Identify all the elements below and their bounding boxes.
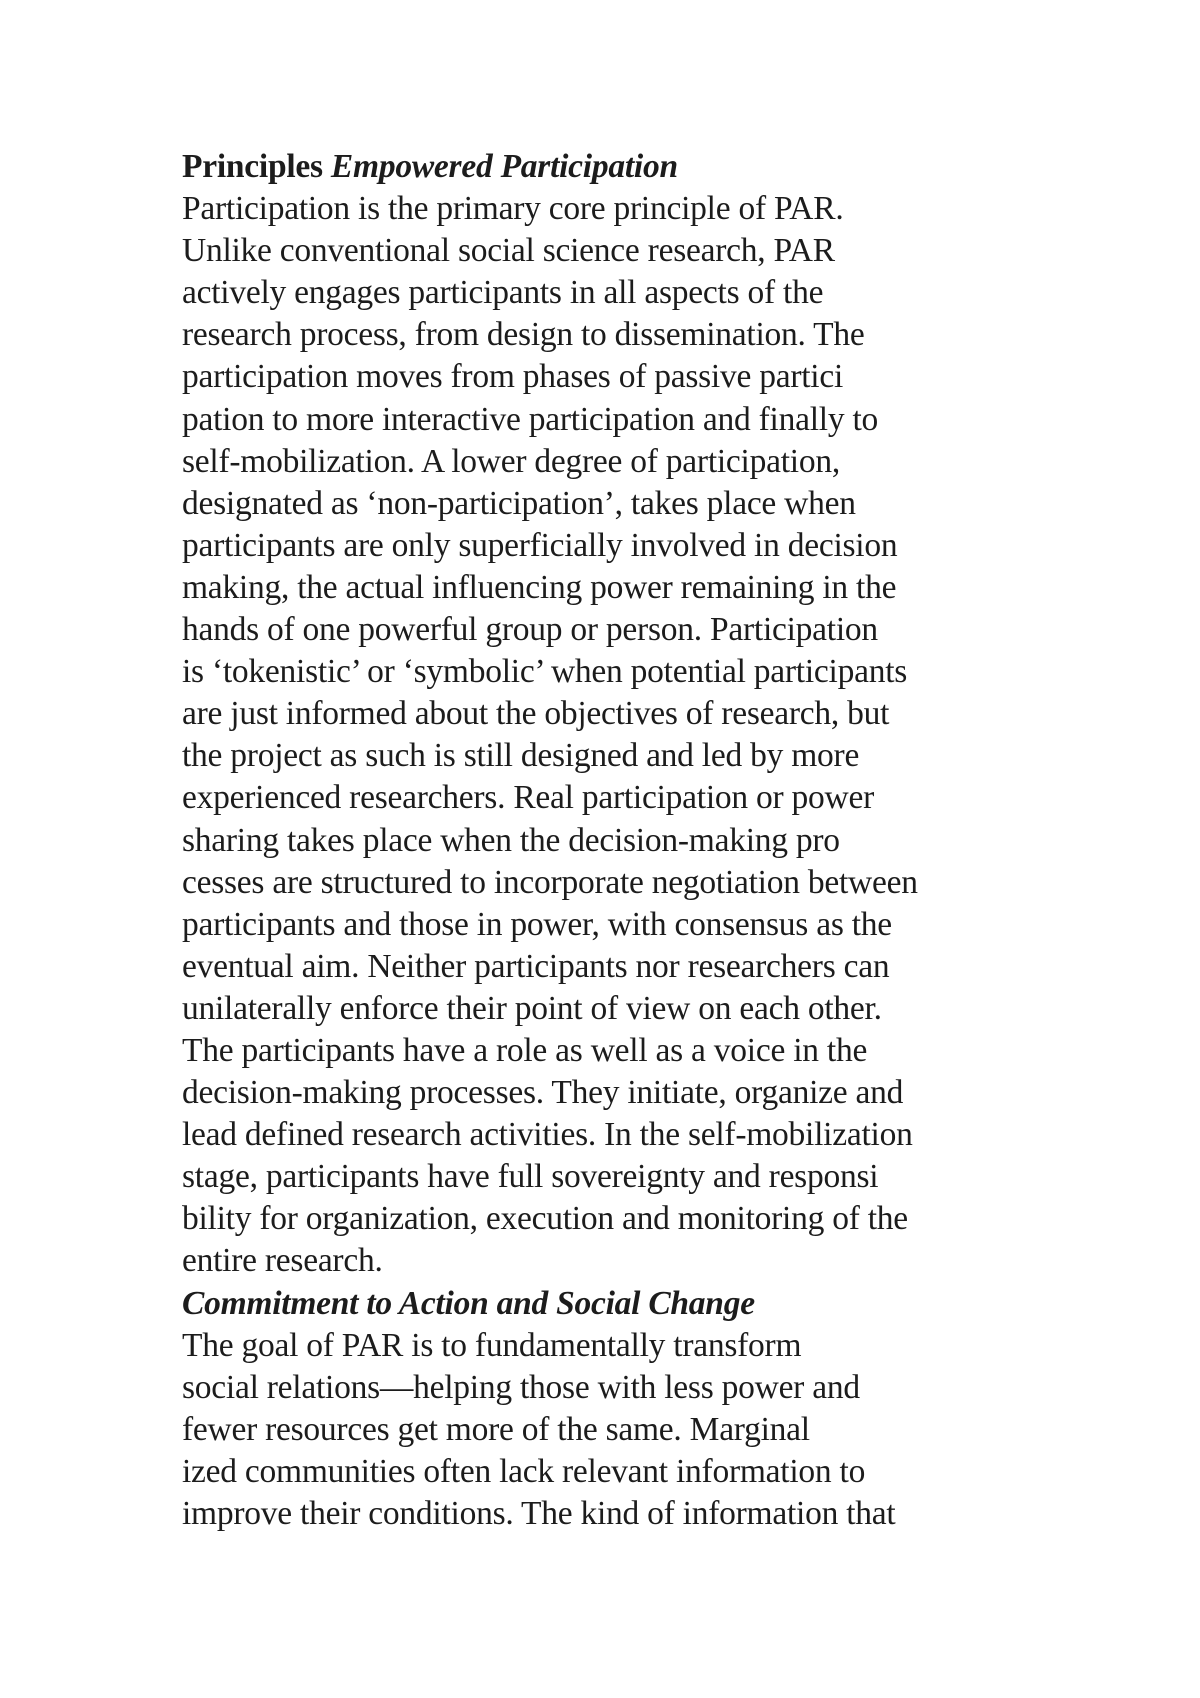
paragraph-line: hands of one powerful group or person. Participation xyxy=(182,611,878,649)
paragraph-line: participants and those in power, with consensus as the xyxy=(182,905,892,943)
paragraph-line: are just informed about the objectives of research, but xyxy=(182,695,890,733)
paragraph-line: decision-making processes. They initiate, organize and xyxy=(182,1074,904,1112)
paragraph-line: ized communities often lack relevant information to xyxy=(182,1452,866,1490)
heading-empowered-participation: Empowered Participation xyxy=(330,148,678,185)
paragraph-line: cesses are structured to incorporate negotiation between xyxy=(182,863,918,901)
paragraph-line: lead defined research activities. In the self-mobilization xyxy=(182,1116,913,1154)
paragraph-line: social relations—helping those with less power and xyxy=(182,1368,860,1406)
section-heading-principles xyxy=(182,146,1082,188)
paragraph-line: the project as such is still designed and led by more xyxy=(182,737,860,775)
paragraph-line: sharing takes place when the decision-making pro xyxy=(182,821,840,859)
paragraph-line: experienced researchers. Real participation or power xyxy=(182,779,875,817)
paragraph-line: improve their conditions. The kind of information that xyxy=(182,1495,896,1532)
paragraph-line: participation moves from phases of passive partici xyxy=(182,358,844,396)
paragraph-line: actively engages participants in all aspects of the xyxy=(182,274,824,312)
paragraph-line: research process, from design to dissemination. The xyxy=(182,316,865,354)
paragraph-line: fewer resources get more of the same. Marginal xyxy=(182,1410,810,1448)
paragraph-line: stage, participants have full sovereignty and responsi xyxy=(182,1158,879,1196)
paragraph-line: unilaterally enforce their point of view on each other. xyxy=(182,989,882,1027)
heading-principles-label: Principles xyxy=(182,148,323,185)
section-heading-commitment: Commitment to Action and Social Change xyxy=(182,1284,755,1322)
paragraph-line: The participants have a role as well as a voice in the xyxy=(182,1031,868,1069)
paragraph-line: entire research. xyxy=(182,1242,383,1280)
paragraph-line: The goal of PAR is to fundamentally transform xyxy=(182,1326,802,1364)
paragraph-line: bility for organization, execution and monitoring of the xyxy=(182,1200,908,1238)
paragraph-line: is ‘tokenistic’ or ‘symbolic’ when potential participants xyxy=(182,653,908,691)
paragraph-line: self-mobilization. A lower degree of participation, xyxy=(182,442,840,480)
paragraph-line: pation to more interactive participation and finally to xyxy=(182,400,879,438)
paragraph-line: eventual aim. Neither participants nor researchers can xyxy=(182,947,890,985)
paragraph-line: Participation is the primary core principle of PAR. xyxy=(182,190,844,228)
document-body xyxy=(182,146,1082,1535)
paragraph-line: making, the actual influencing power remaining in the xyxy=(182,568,897,606)
paragraph-line: participants are only superficially involved in decision xyxy=(182,526,898,564)
paragraph-line: designated as ‘non-participation’, takes place when xyxy=(182,484,856,522)
paragraph-line: Unlike conventional social science research, PAR xyxy=(182,232,835,270)
